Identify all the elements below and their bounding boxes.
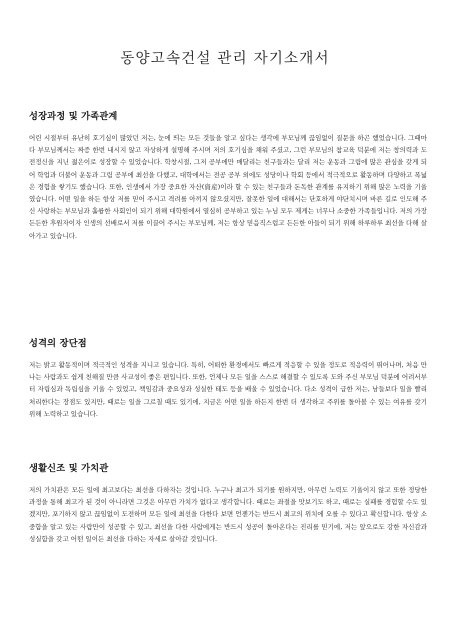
section-heading: 성격의 장단점 bbox=[29, 338, 87, 349]
section-heading: 성장과정 및 가족관계 bbox=[29, 111, 118, 122]
section-body: 저는 밝고 활동적이며 적극적인 성격을 지니고 있습니다. 특히, 어떠한 환경에서도 빠르게 적응할 수 있을 정도로 적응력이 뛰어나며, 처음 만나는 사람과도 쉽게 친해질 만큼 사교성이 좋은 편입니다. 또한, 언제나 모든 일을 스스로 해결할 수 있도록 도와 주신 부모님 덕분에 어려서부터 자립심과 독립심을 키울 수 있었고, 책임감과 중요성과 성실한 태도 등을 배울 수 있었습니다. 다소 성격이 급한 저는, 남들보다 일을 빨리 처리한다는 장점도 있지만, 때로는 일을 그르칠 때도 있기에, 지금은 어떤 일을 하든지 한번 더 생각하고 주위를 돌아볼 수 있는 여유를 갖기 위해 노력하고 있습니다. bbox=[29, 361, 427, 418]
section-body: 저의 가치관은 모든 일에 최고보다는 최선을 다하자는 것입니다. 누구나 최고가 되기를 원하지만, 아무런 노력도 기울이지 않고 또한 정당한 과정을 통해 최고가 된 것이 아니라면 그것은 아무런 가치가 없다고 생각합니다. 때로는 좌절을 맛보기도 하고, 때로는 실패를 경험할 수도 있겠지만, 포기하지 않고 끊임없이 도전하며 모든 일에 최선을 다한다 보면 언젠가는 반드시 최고의 위치에 오를 수 있다고 확신합니다. 항상 소중함을 알고 있는 사람만이 성공할 수 있고, 최선을 다한 사람에게는 반드시 성공이 돌아온다는 진리를 믿기에, 저는 앞으로도 강한 자신감과 성실함을 갖고 어떤 일이든 최선을 다하는 자세로 살아갈 것입니다. bbox=[29, 486, 427, 543]
section-growth-family bbox=[29, 108, 427, 242]
document-title: 동양고속건설 관리 자기소개서 bbox=[120, 51, 330, 67]
section-heading: 생활신조 및 가치관 bbox=[29, 463, 109, 474]
section-personality bbox=[29, 335, 427, 420]
section-body: 어린 시절부터 유난히 호기심이 많았던 저는, 눈에 띄는 모든 것들을 알고 싶다는 생각에 부모님께 끊임없이 질문을 하곤 했었습니다. 그때마다 부모님께서는 짜증 한번 내시지 않고 자상하게 설명해 주시며 저의 호기심을 채워 주셨고, 그런 부모님의 참교육 덕분에 저는 창의력과 도전정신을 지닌 젊은이로 성장할 수 있었습니다. 학창시절, 그저 공부에만 매달리는 친구들과는 달리 저는 운동과 그림에 많은 관심을 갖게 되어 학업과 더불어 운동과 그림 공부에 최선을 다했고, 대학에서는 전공 공부 외에도 성당이나 학회 등에서 적극적으로 활동하며 다양하고 폭넓은 경험을 쌓기도 했습니다. 또한, 인생에서 가장 중요한 자산(資産)이라 할 수 있는 친구들과 돈독한 관계를 유지하기 위해 많은 노력을 기울였습니다. 어떤 일을 하든 항상 저를 믿어 주시고 격려를 아끼지 않으셨지만, 잘못한 일에 대해서는 단호하게 야단치시며 바른 길로 인도해 주신 사랑하는 부모님과 훌륭한 사회인이 되기 위해 대학원에서 열심히 공부하고 있는 누님 모두 제게는 너무나 소중한 가족들입니다. 저의 가장 든든한 후원자이자 인생의 선배로서 저를 이끌어 주시는 부모님께, 저는 항상 믿음직스럽고 든든한 아들이 되기 위해 하루하루 최선을 다해 살아가고 있습니다. bbox=[29, 134, 427, 240]
section-values bbox=[29, 460, 427, 545]
